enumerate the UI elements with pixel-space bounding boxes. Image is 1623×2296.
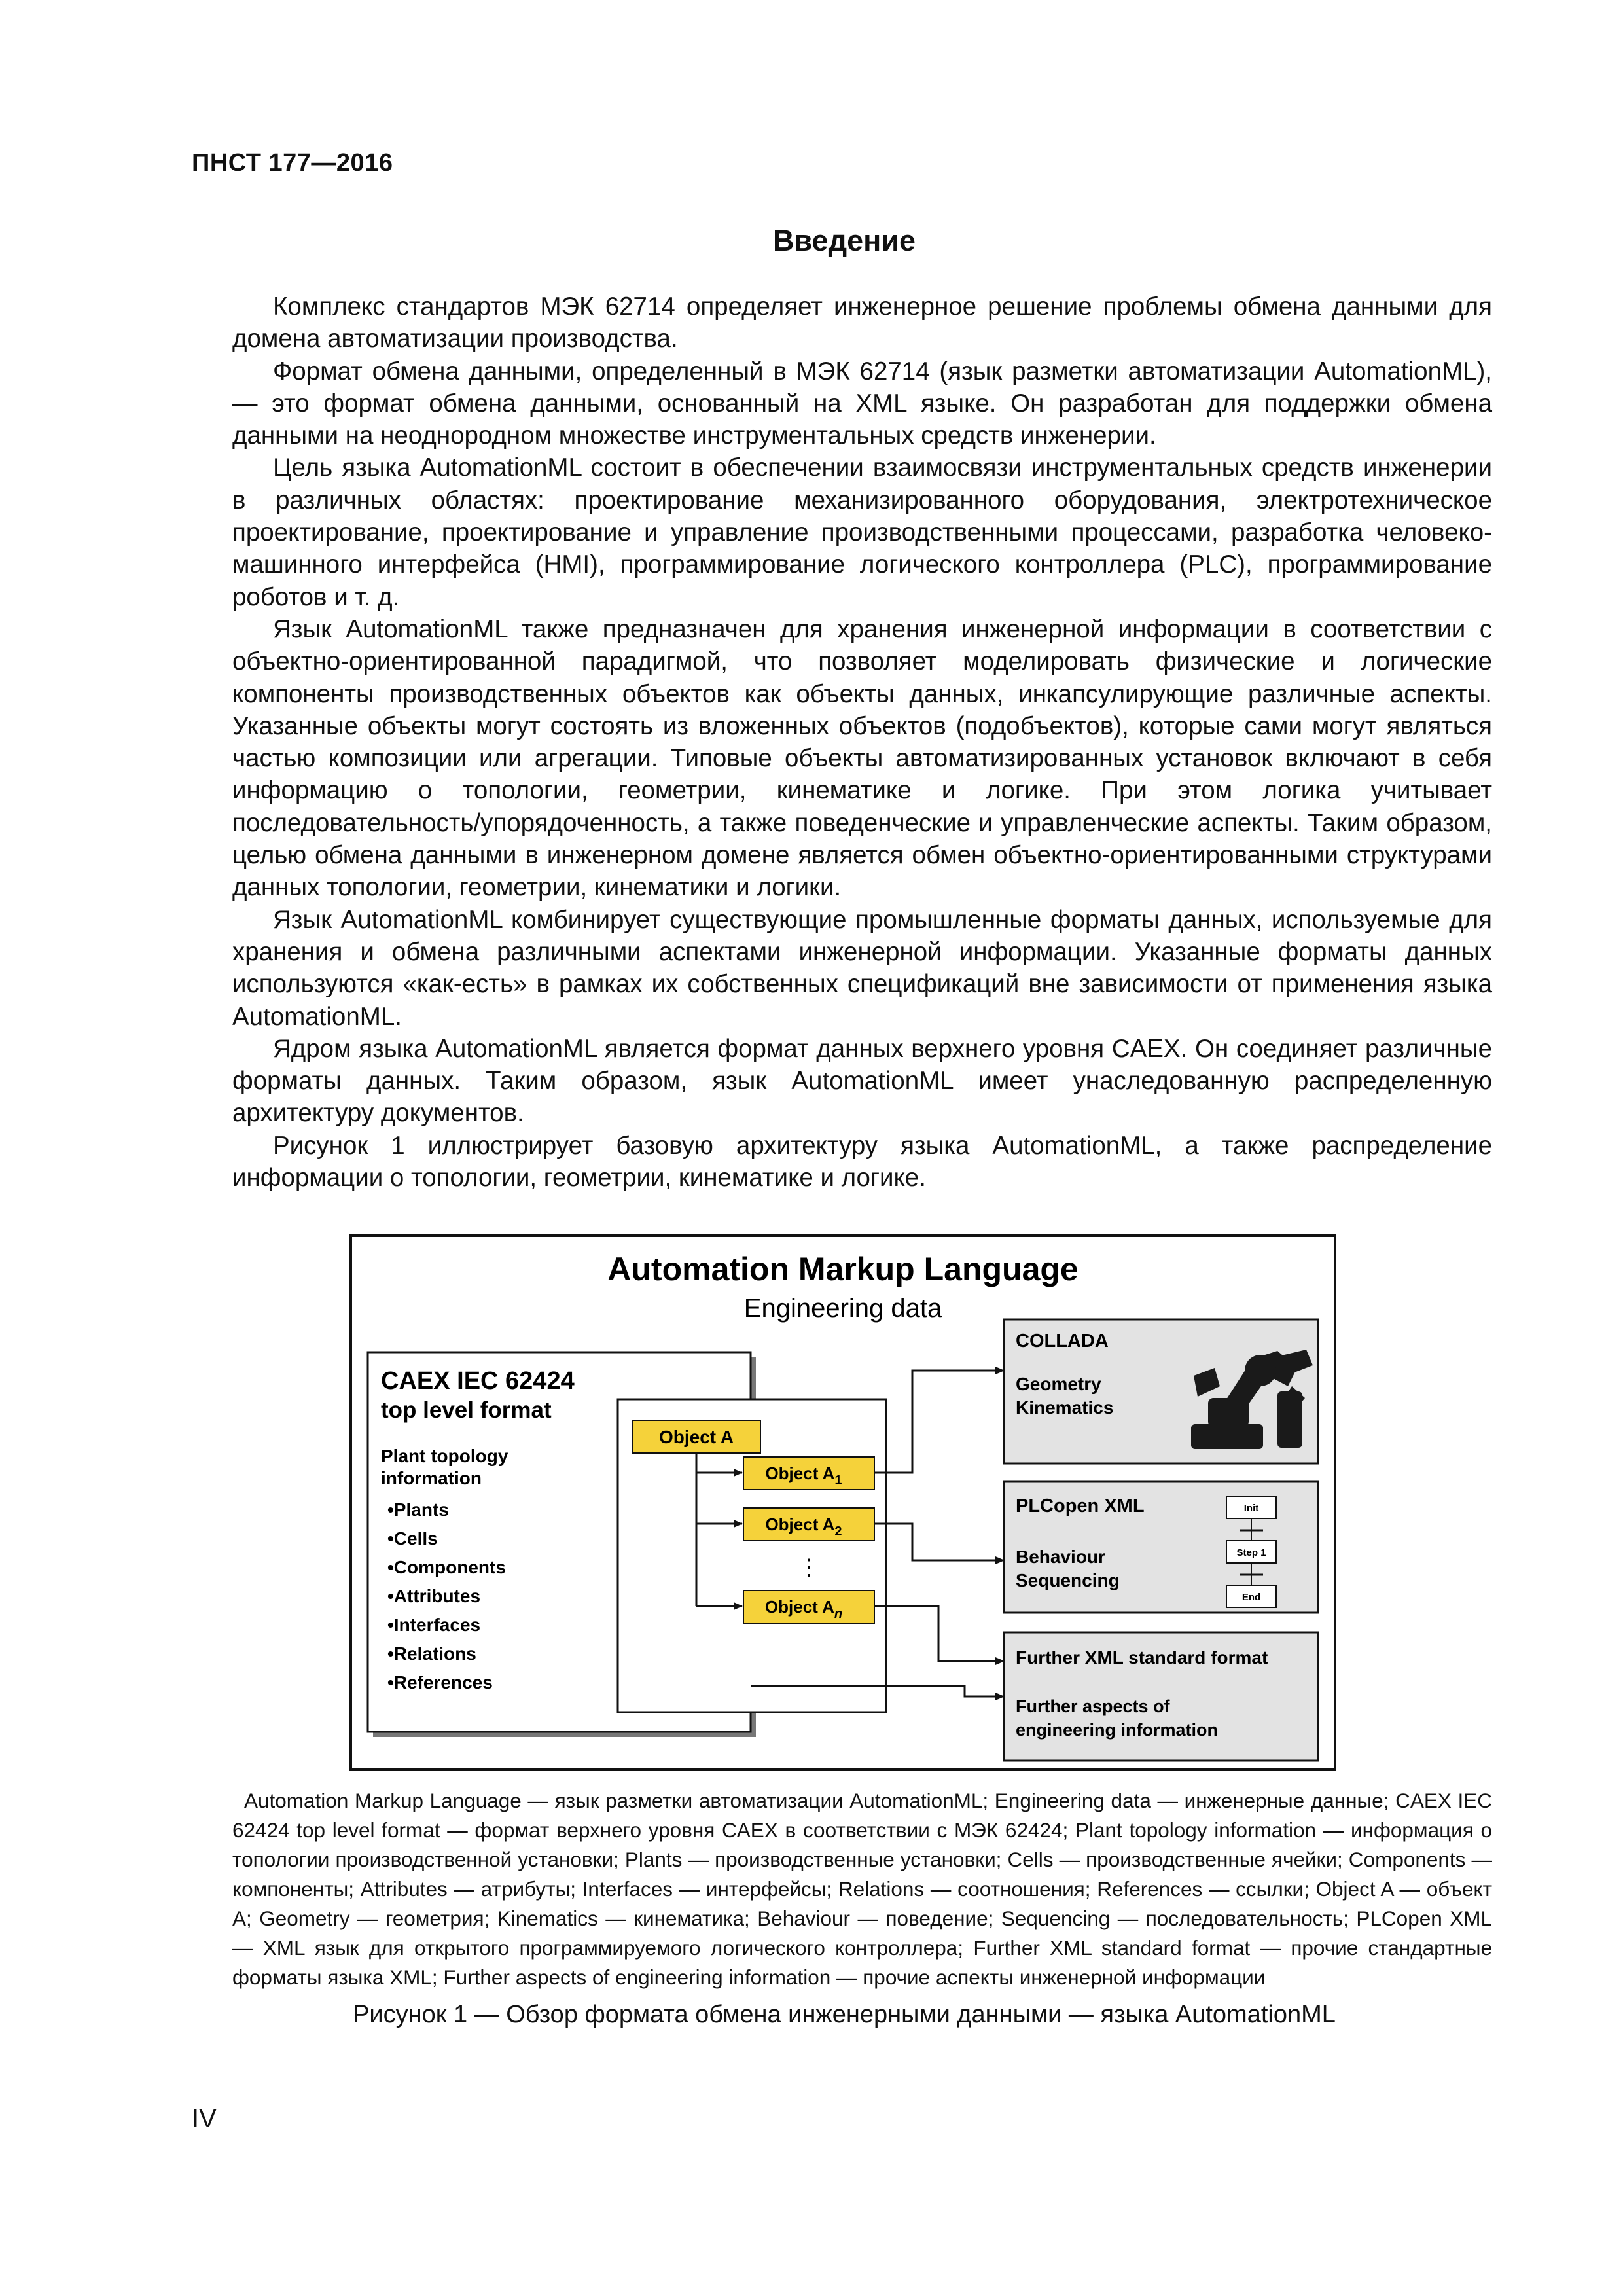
sfc-step-end: End	[1241, 1592, 1261, 1603]
caex-subtitle: top level format	[381, 1397, 552, 1423]
sfc-step-init: Init	[1243, 1503, 1259, 1514]
sfc-diagram-icon	[1226, 1496, 1276, 1607]
paragraph: Язык AutomationML комбинирует существующие промышленные форматы данных, используемые для хранения и обмена различными аспектами инженерной информации. Указанные форматы данных используются «как-есть» в рамках их собственных спецификаций вне зависимости от применения языка AutomationML.	[232, 905, 1492, 1031]
object-a1-label: Object $A_1$	[765, 1463, 842, 1488]
automationml-figure	[349, 1234, 1336, 1771]
list-item: •Cells	[387, 1528, 438, 1549]
list-item: •References	[387, 1672, 493, 1693]
page-number: IV	[192, 2104, 217, 2133]
figure-title: Automation Markup Language	[607, 1251, 1079, 1287]
collada-geometry: Geometry	[1016, 1374, 1101, 1394]
section-title: Введение	[772, 224, 916, 257]
plcopen-sequencing: Sequencing	[1016, 1570, 1120, 1590]
collada-kinematics: Kinematics	[1016, 1397, 1114, 1418]
collada-title: COLLADA	[1016, 1331, 1109, 1352]
caex-title: CAEX IEC 62424	[381, 1367, 575, 1395]
figure-caption: Рисунок 1 — Обзор формата обмена инженерными данными — языка AutomationML	[353, 2001, 1336, 2028]
further-aspects-line1: Further aspects of	[1016, 1696, 1170, 1716]
ellipsis: ⋮	[798, 1555, 820, 1580]
paragraph: Рисунок 1 иллюстрирует базовую архитектуру языка AutomationML, а также распределение информации о топологии, геометрии, кинематике и логике.	[232, 1131, 1492, 1193]
list-item: •Relations	[387, 1643, 476, 1664]
plcopen-title: PLCopen XML	[1016, 1496, 1145, 1516]
list-item: •Plants	[387, 1499, 449, 1520]
sfc-step-1: Step 1	[1236, 1547, 1266, 1558]
paragraph: Формат обмена данными, определенный в МЭК 62714 (язык разметки автоматизации AutomationML), — это формат обмена данными, основанный на XML языке. Он разработан для поддержки обмена данными на неоднородном множестве инструментальных средств инженерии.	[232, 357, 1492, 450]
figure-legend: Automation Markup Language — язык разметки автоматизации AutomationML; Engineering data — инженерные данные; CAEX IEC 62424 top level format — формат верхнего уровня CAEX в соответствии с МЭК 62424; Plant topology information — информация о топологии производственной установки; Plants — производственные установки; Cells — производственные ячейки; Components — компоненты; Attributes — атрибуты; Interfaces — интерфейсы; Relations — соотношения; References — ссылки; Object A — объект А; Geometry — геометрия; Kinematics — кинематика; Behaviour — поведение; Sequencing — последовательность; PLCopen XML — XML язык для открытого программируемого логического контроллера; Further XML standard format — прочие стандартные форматы языка XML; Further aspects of engineering information — прочие аспекты инженерной информации	[232, 1789, 1492, 1989]
object-an-label: Object $A_n$	[764, 1597, 843, 1621]
paragraph: Язык AutomationML также предназначен для хранения инженерной информации в соответствии с объектно-ориентированной парадигмой, что позволяет моделировать физические и логические компоненты производственных объектов как объекты данных, инкапсулирующие различные аспекты. Указанные объекты могут состоять из вложенных объектов (подобъектов), которые сами могут являться частью композиции или агрегации. Типовые объекты автоматизированных установок включают в себя информацию о топологии, геометрии, кинематике и логике. При этом логика учитывает последовательность/упорядоченность, а также поведенческие и управленческие аспекты. Таким образом, целью обмена данными в инженерном домене является обмен объектно-ориентированными структурами данных топологии, геометрии, кинематики и логики.	[232, 615, 1492, 902]
paragraph: Ядром языка AutomationML является формат данных верхнего уровня CAEX. Он соединяет различные форматы данных. Таким образом, язык AutomationML имеет унаследованную распределенную архитектуру документов.	[232, 1034, 1492, 1128]
list-item: •Attributes	[387, 1586, 481, 1606]
paragraph: Комплекс стандартов МЭК 62714 определяет инженерное решение проблемы обмена данными для домена автоматизации производства.	[232, 293, 1492, 353]
body-text	[232, 291, 1492, 1194]
figure-subtitle: Engineering data	[743, 1294, 942, 1323]
list-item: •Components	[387, 1557, 506, 1577]
object-a-label: Object A	[658, 1427, 734, 1447]
document-designation: ПНСТ 177—2016	[192, 149, 393, 177]
plcopen-behaviour: Behaviour	[1016, 1547, 1105, 1567]
paragraph: Цель языка AutomationML состоит в обеспечении взаимосвязи инструментальных средств инженерии в различных областях: проектирование механизированного оборудования, электротехническое проектирование, проектирование и управление производственными процессами, разработка человеко-машинного интерфейса (HMI), программирование логического контроллера (PLC), программирование роботов и т. д.	[232, 454, 1492, 611]
plant-topology-label: Plant topology	[381, 1446, 508, 1466]
object-a2-label: Object $A_2$	[765, 1515, 842, 1539]
plant-topology-label: information	[381, 1468, 482, 1488]
further-xml-title: Further XML standard format	[1016, 1647, 1268, 1668]
further-aspects-line2: engineering information	[1016, 1720, 1219, 1740]
list-item: •Interfaces	[387, 1615, 481, 1635]
